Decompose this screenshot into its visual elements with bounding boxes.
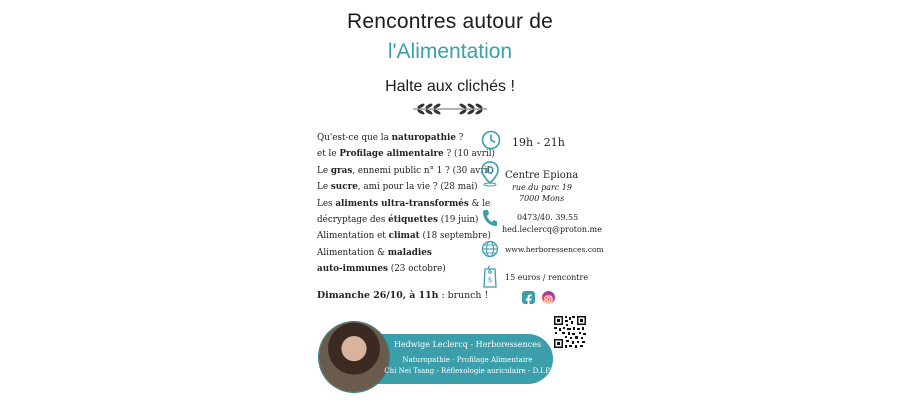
- topic-line: Le sucre, ami pour la vie ? (28 mai): [317, 182, 478, 193]
- phone-number: 0473/40. 39.55: [517, 213, 579, 222]
- website-link: www.herboressences.com: [505, 245, 604, 254]
- title-line-2: l'Alimentation: [387, 40, 513, 63]
- topic-line: et le Profilage alimentaire ? (10 avril): [317, 149, 495, 160]
- email-address: hed.leclercq@proton.me: [502, 225, 602, 234]
- topics-list: [317, 130, 495, 278]
- clock-icon: [481, 130, 501, 150]
- phone-icon: [482, 209, 498, 227]
- address-city: 7000 Mons: [519, 194, 565, 203]
- location-pin-icon: [480, 161, 500, 187]
- topic-line: auto-immunes (23 octobre): [317, 264, 446, 275]
- topic-line: Le gras, ennemi public n° 1 ? (30 avril): [317, 165, 494, 176]
- qr-code-icon: [553, 315, 587, 349]
- topic-line: Alimentation et climat (18 septembre): [317, 231, 491, 242]
- subtitle: Halte aux clichés !: [385, 78, 515, 95]
- topic-line: Alimentation & maladies: [317, 247, 432, 258]
- price: 15 euros / rencontre: [505, 273, 589, 282]
- facebook-icon: [522, 291, 535, 304]
- presenter-specialties-2: Chi Nei Tsang - Réflexologie auriculaire - D.I.P.: [384, 367, 551, 375]
- price-tag-icon: [482, 265, 498, 289]
- instagram-icon: [542, 291, 555, 304]
- venue-name: Centre Epiona: [505, 170, 579, 181]
- laurel-divider-icon: [405, 100, 495, 118]
- svg-text:$: $: [487, 276, 493, 284]
- address-street: rue du parc 19: [512, 183, 572, 192]
- event-time: 19h - 21h: [512, 136, 565, 149]
- presenter-name: Hedwige Leclercq - Herboressences: [393, 340, 542, 349]
- title-line-1: Rencontres autour de: [347, 10, 553, 33]
- topic-line: Qu'est-ce que la naturopathie ?: [317, 133, 464, 143]
- presenter-specialties-1: Naturopathie - Profilage Alimentaire: [402, 356, 533, 364]
- sunday-brunch: Dimanche 26/10, à 11h : brunch !: [317, 290, 489, 301]
- topic-line: Les aliments ultra-transformés & le: [317, 198, 491, 209]
- presenter-photo: [319, 322, 389, 392]
- topic-line: décryptage des étiquettes (19 juin): [317, 215, 479, 226]
- globe-icon: [481, 240, 499, 258]
